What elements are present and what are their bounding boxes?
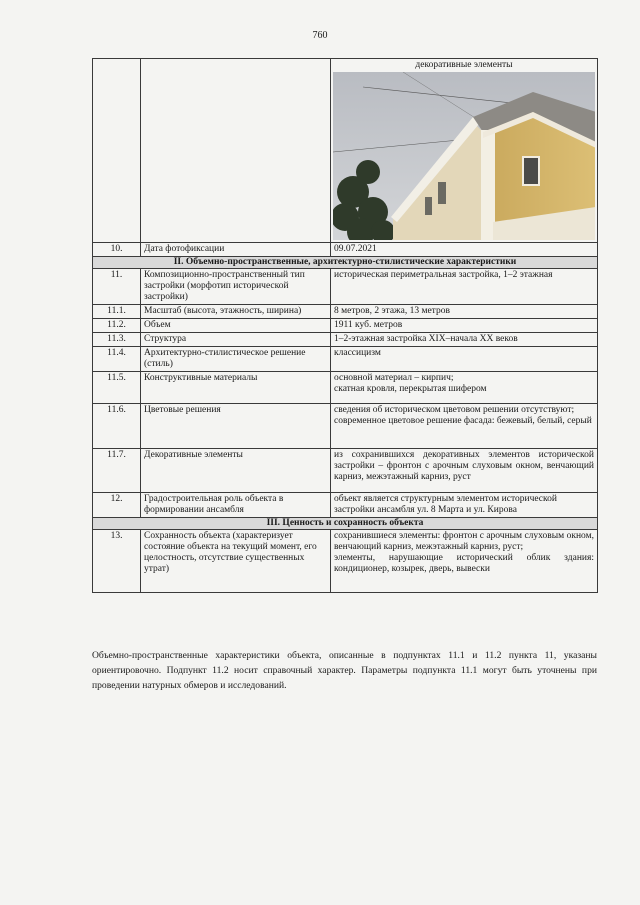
row-number: 11.2. xyxy=(93,319,141,333)
section-title: III. Ценность и сохранность объекта xyxy=(93,518,598,530)
row-label: Структура xyxy=(141,333,331,347)
table-row xyxy=(93,269,598,305)
row-value-line: современное цветовое решение фасада: бежевый, белый, серый xyxy=(334,416,592,426)
row-value-line: 8 метров, 2 этажа, 13 метров xyxy=(334,306,450,316)
photo-caption: декоративные элементы xyxy=(415,60,513,70)
characteristics-table xyxy=(92,58,598,593)
table-row xyxy=(93,243,598,257)
row-value-line: элементы, нарушающие исторический облик здания: кондиционер, козырек, дверь, вывески xyxy=(334,553,594,574)
table-row xyxy=(93,319,598,333)
row-label: Композиционно-пространственный тип застройки (морфотип исторической застройки) xyxy=(141,269,331,305)
section-header-iii xyxy=(93,518,598,530)
row-value-line: 09.07.2021 xyxy=(334,244,377,254)
row-label: Конструктивные материалы xyxy=(141,372,331,404)
row-number: 11.4. xyxy=(93,347,141,372)
row-number: 11. xyxy=(93,269,141,305)
row-number: 13. xyxy=(93,530,141,593)
table-row xyxy=(93,449,598,493)
section-title: II. Объемно-пространственные, архитектурно-стилистические характеристики xyxy=(93,257,598,269)
row-value-line: объект является структурным элементом исторической застройки ансамбля ул. 8 Марта и ул. Кирова xyxy=(334,494,557,515)
building-photo xyxy=(333,72,595,240)
row-value-line: основной материал – кирпич; xyxy=(334,373,454,383)
row-value-line: 1911 куб. метров xyxy=(334,320,403,330)
row-label: Дата фотофиксации xyxy=(141,243,331,257)
row-number: 11.5. xyxy=(93,372,141,404)
row-label: Декоративные элементы xyxy=(141,449,331,493)
table-row xyxy=(93,493,598,518)
table-row xyxy=(93,305,598,319)
row-value xyxy=(331,305,598,319)
row-value-line: историческая периметральная застройка, 1–2 этажная xyxy=(334,270,553,280)
row-label: Масштаб (высота, этажность, ширина) xyxy=(141,305,331,319)
row-value-line: сведения об историческом цветовом решении отсутствуют; xyxy=(334,405,575,415)
row-number: 10. xyxy=(93,243,141,257)
row-label: Цветовые решения xyxy=(141,404,331,449)
building-photo-image xyxy=(333,72,595,240)
row-value-line: из сохранившихся декоративных элементов исторической застройки – фронтон с арочным слуховым окном, венчающий карниз, межэтажный карниз, руст xyxy=(334,450,594,482)
row-value xyxy=(331,269,598,305)
row-value xyxy=(331,347,598,372)
table-row xyxy=(93,404,598,449)
photo-cell xyxy=(331,59,598,243)
row-value xyxy=(331,243,598,257)
row-number: 11.6. xyxy=(93,404,141,449)
table-row xyxy=(93,530,598,593)
row-value-line: скатная кровля, перекрытая шифером xyxy=(334,384,487,394)
table-row xyxy=(93,372,598,404)
page-number: 760 xyxy=(312,30,328,41)
row-value xyxy=(331,404,598,449)
footer-note: Объемно-пространственные характеристики объекта, описанные в подпунктах 11.1 и 11.2 пункта 11, указаны ориентировочно. Подпункт 11.2 носит справочный характер. Параметры подпункта 11.1 могут быть уточнены при проведении натурных обмеров и исследований. xyxy=(92,650,597,691)
row-value-line: сохранившиеся элементы: фронтон с арочным слуховым окном, венчающий карниз, межэтажный карниз, руст; xyxy=(334,531,594,552)
row-number: 12. xyxy=(93,493,141,518)
row-value xyxy=(331,449,598,493)
row-number: 11.7. xyxy=(93,449,141,493)
row-value xyxy=(331,530,598,593)
row-number: 11.1. xyxy=(93,305,141,319)
row-value xyxy=(331,493,598,518)
row-label: Сохранность объекта (характеризует состояние объекта на текущий момент, его целостность, отсутствие существенных утрат) xyxy=(141,530,331,593)
row-label: Градостроительная роль объекта в формировании ансамбля xyxy=(141,493,331,518)
section-header-ii xyxy=(93,257,598,269)
row-value-line: 1–2-этажная застройка XIX–начала XX веков xyxy=(334,334,518,344)
photo-row xyxy=(93,59,598,243)
row-value xyxy=(331,333,598,347)
row-label: Архитектурно-стилистическое решение (стиль) xyxy=(141,347,331,372)
row-value xyxy=(331,319,598,333)
row-number: 11.3. xyxy=(93,333,141,347)
row-label: Объем xyxy=(141,319,331,333)
table-row xyxy=(93,333,598,347)
row-value-line: классицизм xyxy=(334,348,381,358)
row-value xyxy=(331,372,598,404)
table-row xyxy=(93,347,598,372)
